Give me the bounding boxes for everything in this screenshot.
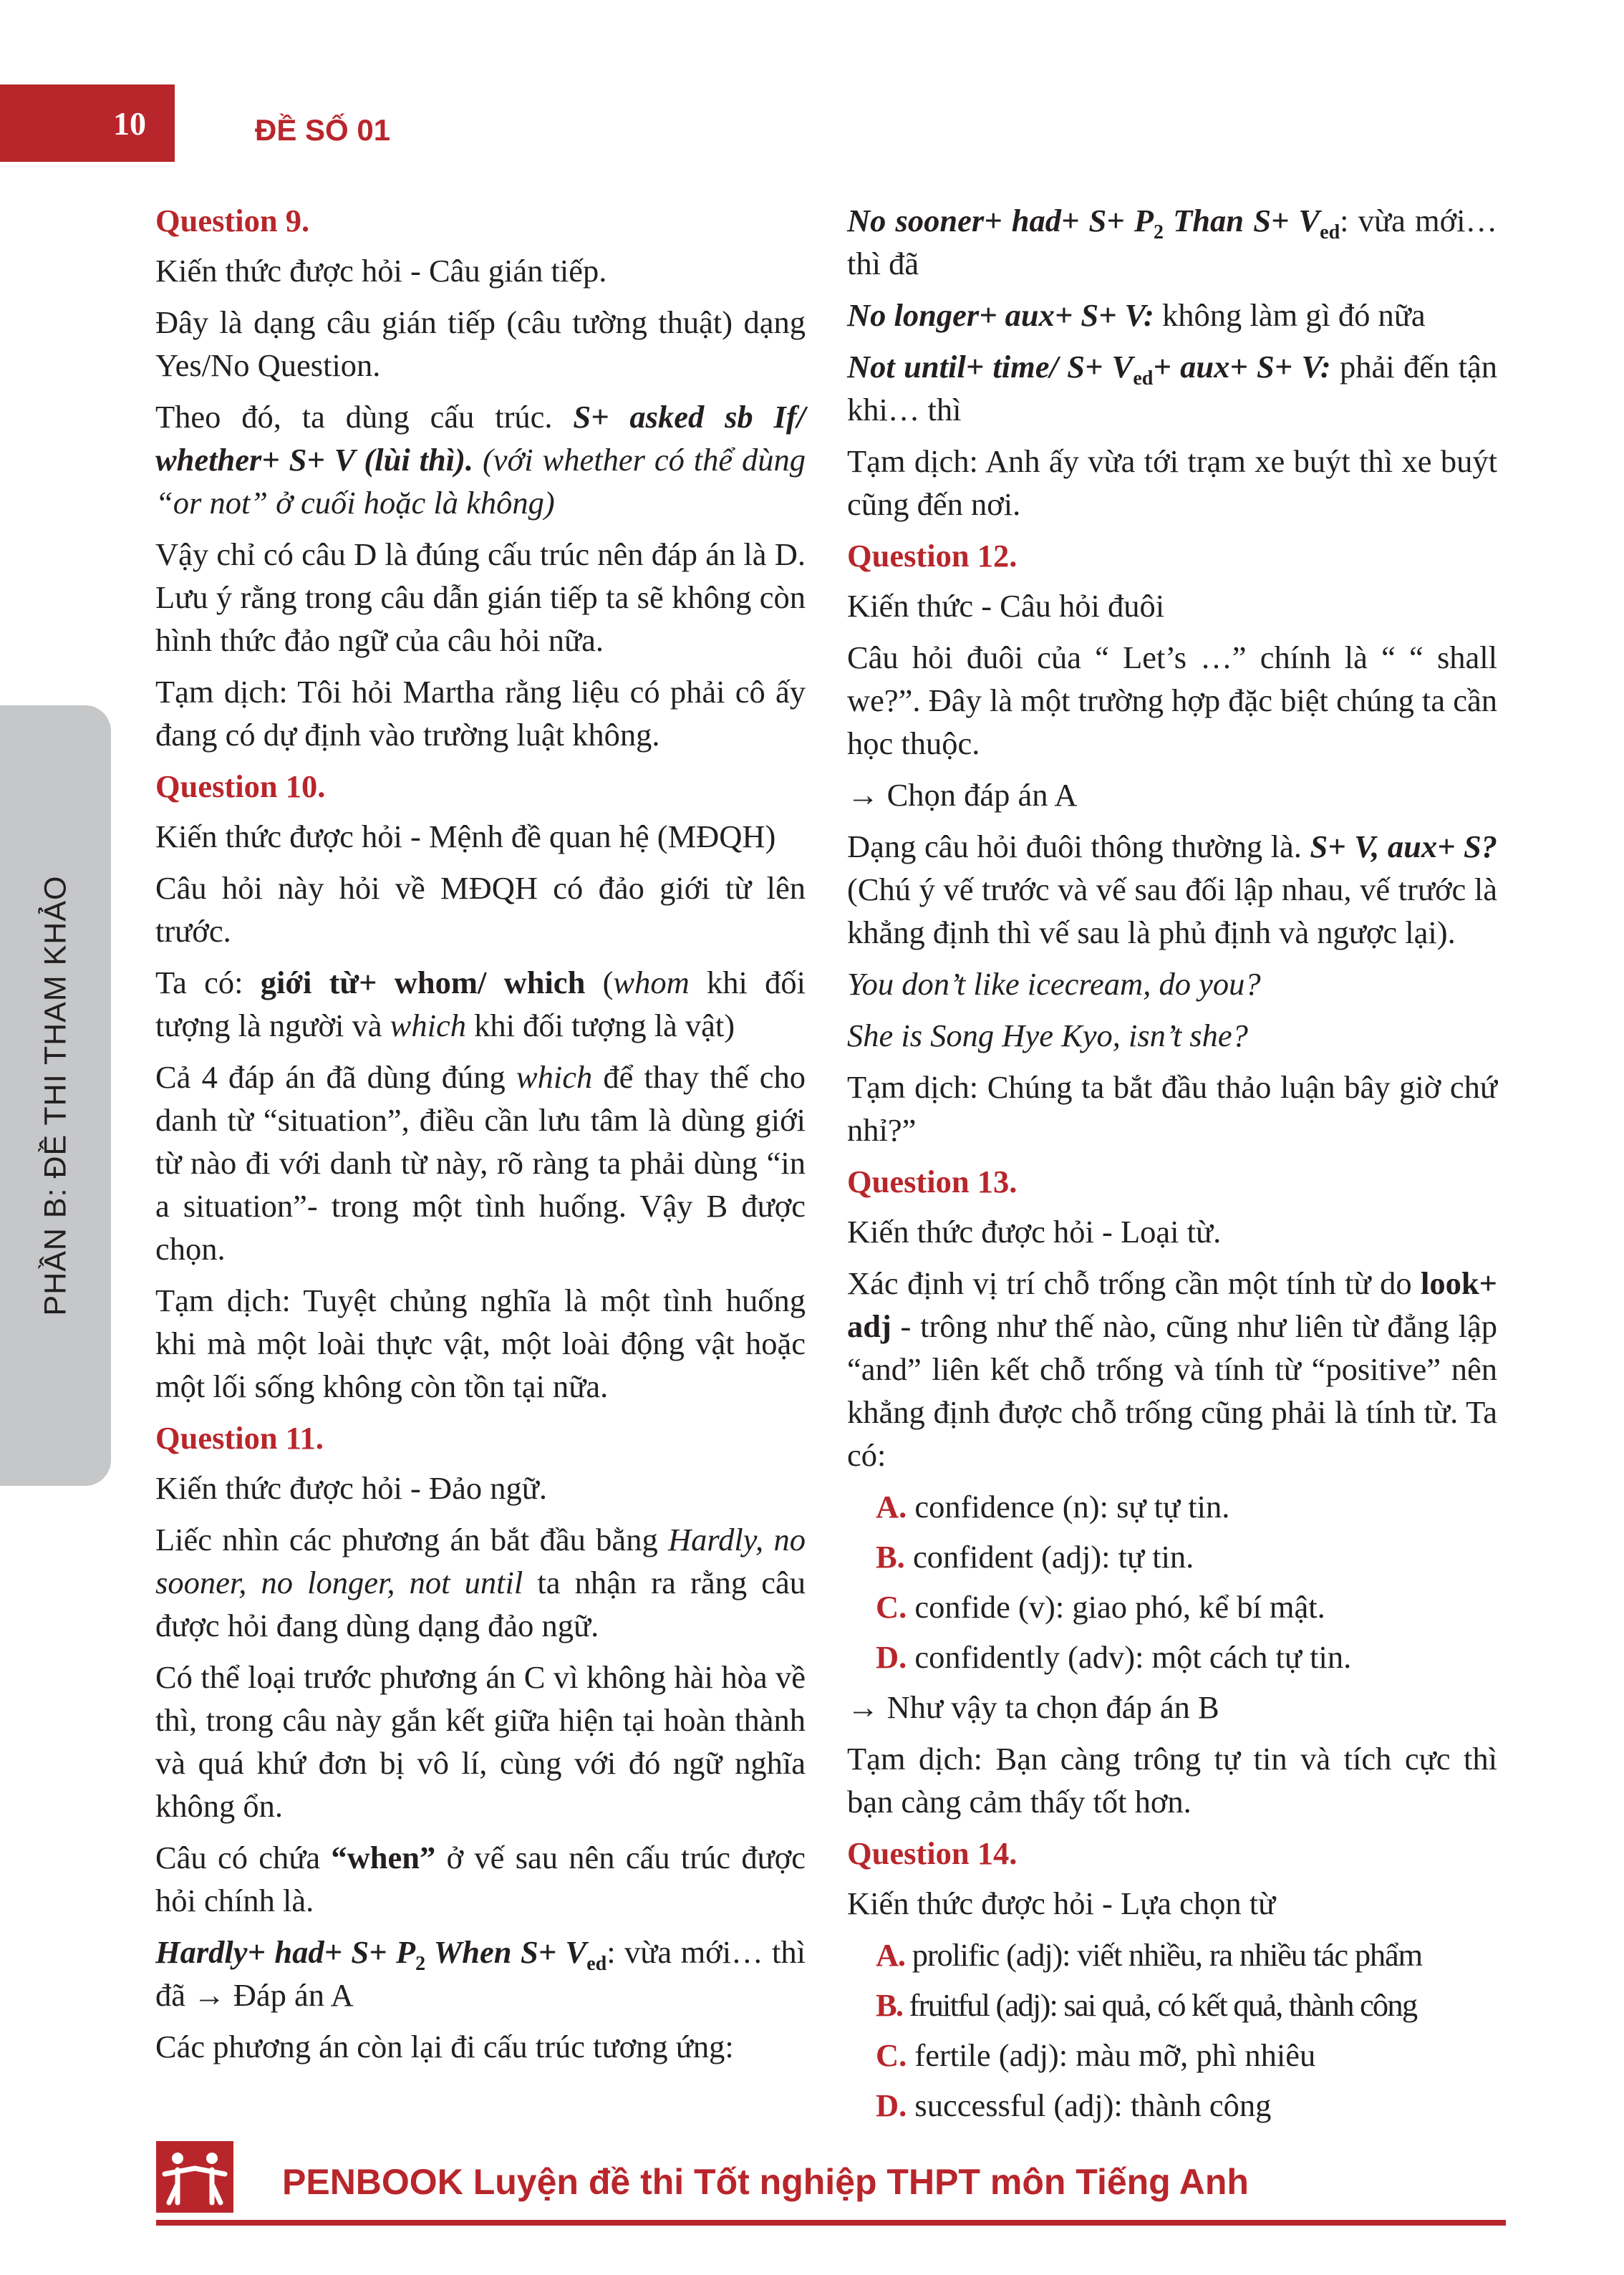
paragraph: Ta có: giới từ+ whom/ which (whom khi đối tượng là người và which khi đối tượng là vật) xyxy=(155,965,806,1043)
question-10-title: Question 10. xyxy=(155,768,326,804)
question-9-title: Question 9. xyxy=(155,203,310,238)
paragraph: Kiến thức được hỏi - Lựa chọn từ xyxy=(847,1885,1276,1921)
paragraph: → Như vậy ta chọn đáp án B xyxy=(847,1689,1219,1725)
paragraph: Not until+ time/ $S+ V_{ed}+ aux+ S+ V$: phải đến tận khi… thì xyxy=(847,349,1497,428)
paragraph: Tạm dịch: Tuyệt chủng nghĩa là một tình huống khi mà một loài thực vật, một loài động vật hoặc một lối sống không còn tồn tại nữa. xyxy=(155,1283,806,1404)
right-column xyxy=(847,199,1497,2134)
paragraph: No longer+ aux+ S+ V: không làm gì đó nữa xyxy=(847,297,1426,333)
footer-divider xyxy=(156,2220,1506,2226)
paragraph: Tạm dịch: Anh ấy vừa tới trạm xe buýt thì xe buýt cũng đến nơi. xyxy=(847,443,1497,522)
question-12-title: Question 12. xyxy=(847,538,1018,574)
paragraph: Kiến thức được hỏi - Mệnh đề quan hệ (MĐQH) xyxy=(155,818,776,854)
paragraph: Dạng câu hỏi đuôi thông thường là. S+ V, aux+ S? (Chú ý vế trước và vế sau đối lập nhau, vế trước là khẳng định thì vế sau là phủ định và ngược lại). xyxy=(847,829,1497,950)
paragraph: Câu hỏi đuôi của “ Let’s …” chính là “ “ shall we?”. Đây là một trường hợp đặc biệt chúng ta cần học thuộc. xyxy=(847,639,1497,761)
page-number: 10 xyxy=(0,84,175,162)
answer-option: A. confidence (n): sự tự tin. xyxy=(876,1489,1230,1525)
paragraph: Cả 4 đáp án đã dùng đúng which để thay thế cho danh từ “situation”, điều cần lưu tâm là dùng giới từ nào đi với danh từ này, rõ ràng ta phải dùng “in a situation”- trong một tình huống. Vậy B được chọn. xyxy=(155,1059,806,1267)
paragraph: Có thể loại trước phương án C vì không hài hòa về thì, trong câu này gắn kết giữa hiện tại hoàn thành và quá khứ đơn bị vô lí, cùng với đó ngữ nghĩa không ổn. xyxy=(155,1659,806,1824)
paragraph: Kiến thức được hỏi - Câu gián tiếp. xyxy=(155,253,607,289)
paragraph: Đây là dạng câu gián tiếp (câu tường thuật) dạng Yes/No Question. xyxy=(155,304,806,383)
answer-option: B. fruitful (adj): sai quả, có kết quả, thành công xyxy=(876,1987,1417,2023)
paragraph: Kiến thức được hỏi - Đảo ngữ. xyxy=(155,1470,547,1506)
answer-option: C. fertile (adj): màu mỡ, phì nhiêu xyxy=(876,2037,1316,2073)
left-column xyxy=(155,199,806,2077)
header-title: ĐỀ SỐ 01 xyxy=(255,113,391,147)
paragraph: Câu có chứa “when” ở vế sau nên cấu trúc được hỏi chính là. xyxy=(155,1840,806,1918)
paragraph: Tạm dịch: Bạn càng trông tự tin và tích cực thì bạn càng cảm thấy tốt hơn. xyxy=(847,1741,1497,1820)
paragraph: Xác định vị trí chỗ trống cần một tính từ do look+ adj - trông như thế nào, cũng như liên từ đẳng lập “and” liên kết chỗ trống và tính từ “positive” nên khẳng định được chỗ trống cũng phải là tính từ. Ta có: xyxy=(847,1265,1497,1473)
example: She is Song Hye Kyo, isn’t she? xyxy=(847,1018,1248,1053)
footer-title: PENBOOK Luyện đề thi Tốt nghiệp THPT môn Tiếng Anh xyxy=(282,2162,1249,2202)
side-tab-label: PHẦN B: ĐỀ THI THAM KHẢO xyxy=(38,875,73,1316)
paragraph: No sooner+ $had+ S+ P_2$ Than $S+ V_{ed}$: vừa mới… thì đã xyxy=(847,203,1497,281)
question-13-title: Question 13. xyxy=(847,1164,1018,1199)
answer-option: B. confident (adj): tự tin. xyxy=(876,1539,1194,1575)
answer-option: A. prolific (adj): viết nhiều, ra nhiều tác phẩm xyxy=(876,1937,1422,1973)
paragraph: Liếc nhìn các phương án bắt đầu bằng Hardly, no sooner, no longer, not until ta nhận ra rằng câu được hỏi đang dùng dạng đảo ngữ. xyxy=(155,1522,806,1643)
paragraph: Kiến thức - Câu hỏi đuôi xyxy=(847,588,1165,624)
paragraph: Tạm dịch: Chúng ta bắt đầu thảo luận bây giờ chứ nhỉ?” xyxy=(847,1069,1497,1148)
paragraph: Kiến thức được hỏi - Loại từ. xyxy=(847,1214,1222,1250)
answer-option: D. successful (adj): thành công xyxy=(876,2087,1272,2123)
paragraph: Các phương án còn lại đi cấu trúc tương ứng: xyxy=(155,2029,734,2064)
question-14-title: Question 14. xyxy=(847,1835,1018,1871)
paragraph: Tạm dịch: Tôi hỏi Martha rằng liệu có phải cô ấy đang có dự định vào trường luật không. xyxy=(155,674,806,753)
paragraph: Vậy chỉ có câu D là đúng cấu trúc nên đáp án là D. Lưu ý rằng trong câu dẫn gián tiếp ta sẽ không còn hình thức đảo ngữ của câu hỏi nữa. xyxy=(155,536,806,658)
paragraph: → Chọn đáp án A xyxy=(847,777,1078,813)
answer-option: D. confidently (adv): một cách tự tin. xyxy=(876,1639,1352,1675)
penbook-logo-icon-svg xyxy=(156,2141,233,2213)
paragraph: Hardly+ $had+ S+ P_2$ When $S+ V_{ed}$: vừa mới… thì đã → Đáp án A xyxy=(155,1934,806,2013)
example: You don’t like icecream, do you? xyxy=(847,966,1261,1002)
question-11-title: Question 11. xyxy=(155,1420,324,1456)
paragraph: Theo đó, ta dùng cấu trúc. S+ asked sb If/ whether+ S+ V (lùi thì). (với whether có thể dùng “or not” ở cuối hoặc là không) xyxy=(155,399,806,521)
penbook-logo-icon xyxy=(156,2141,233,2213)
paragraph: Câu hỏi này hỏi về MĐQH có đảo giới từ lên trước. xyxy=(155,870,806,949)
answer-option: C. confide (v): giao phó, kể bí mật. xyxy=(876,1589,1325,1625)
